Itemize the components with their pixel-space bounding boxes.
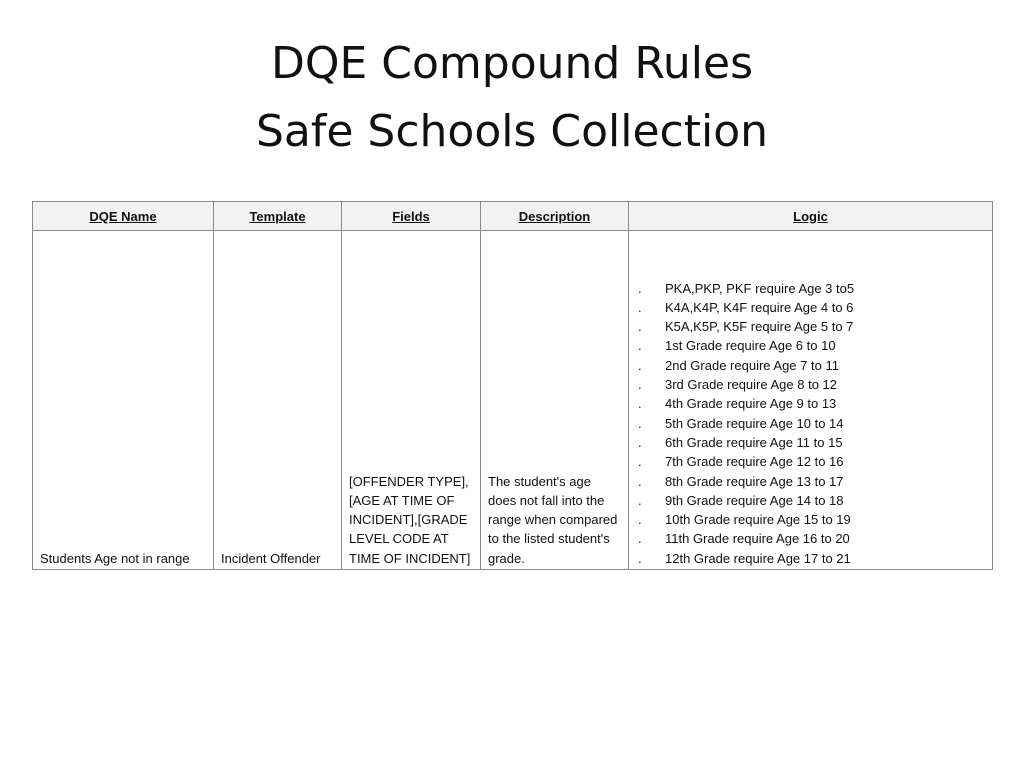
cell-template: Incident Offender [214, 231, 342, 570]
list-item [636, 510, 985, 529]
cell-fields: [OFFENDER TYPE],[AGE AT TIME OF INCIDENT],[GRADE LEVEL CODE AT TIME OF INCIDENT] [342, 231, 481, 570]
bullet-marker: . [638, 550, 642, 566]
bullet-marker: . [638, 454, 642, 470]
list-item [636, 356, 985, 375]
logic-rule-text: 11th Grade require Age 16 to 20 [665, 531, 850, 547]
logic-rule-text: 1st Grade require Age 6 to 10 [665, 338, 836, 354]
bullet-marker: . [638, 338, 642, 354]
logic-rule-text: 7th Grade require Age 12 to 16 [665, 454, 844, 470]
logic-rule-text: K5A,K5P, K5F require Age 5 to 7 [665, 319, 854, 335]
list-item [636, 298, 985, 317]
logic-rule-text: 8th Grade require Age 13 to 17 [665, 473, 844, 489]
dqe-rules-table [32, 201, 993, 570]
slide-title-line-2: Safe Schools Collection [255, 106, 769, 157]
list-item [636, 279, 985, 298]
list-item [636, 414, 985, 433]
logic-rule-text: 4th Grade require Age 9 to 13 [665, 396, 837, 412]
logic-rule-text: 10th Grade require Age 15 to 19 [665, 512, 851, 528]
header-description: Description [481, 202, 629, 231]
cell-dqe-name: Students Age not in range [33, 231, 214, 570]
bullet-marker: . [638, 396, 642, 412]
bullet-marker: . [638, 531, 642, 547]
list-item [636, 317, 985, 336]
cell-logic [629, 231, 993, 570]
list-item [636, 375, 985, 394]
logic-rule-text: 9th Grade require Age 14 to 18 [665, 492, 844, 508]
bullet-marker: . [638, 280, 642, 296]
bullet-marker: . [638, 415, 642, 431]
table-header-row [33, 202, 993, 231]
list-item [636, 472, 985, 491]
logic-rule-text: K4A,K4P, K4F require Age 4 to 6 [665, 299, 854, 315]
bullet-marker: . [638, 357, 642, 373]
slide-title-line-1: DQE Compound Rules [270, 38, 754, 89]
logic-rule-text: 12th Grade require Age 17 to 21 [665, 550, 851, 566]
cell-description: The student's age does not fall into the range when compared to the listed student's grade. [481, 231, 629, 570]
list-item [636, 394, 985, 413]
logic-rule-text: 2nd Grade require Age 7 to 11 [665, 357, 839, 373]
list-item [636, 549, 985, 568]
bullet-marker: . [638, 299, 642, 315]
logic-rule-text: 5th Grade require Age 10 to 14 [665, 415, 844, 431]
bullet-marker: . [638, 512, 642, 528]
logic-rule-text: 6th Grade require Age 11 to 15 [665, 434, 843, 450]
list-item [636, 433, 985, 452]
bullet-marker: . [638, 377, 642, 393]
table-row [33, 231, 993, 570]
bullet-marker: . [638, 473, 642, 489]
bullet-marker: . [638, 319, 642, 335]
logic-rule-text: PKA,PKP, PKF require Age 3 to5 [665, 280, 855, 296]
logic-list [636, 279, 985, 568]
bullet-marker: . [638, 492, 642, 508]
header-logic: Logic [629, 202, 993, 231]
slide-title [0, 30, 1024, 166]
logic-rule-text: 3rd Grade require Age 8 to 12 [665, 377, 838, 393]
bullet-marker: . [638, 434, 642, 450]
header-dqe-name: DQE Name [33, 202, 214, 231]
list-item [636, 491, 985, 510]
list-item [636, 452, 985, 471]
header-template: Template [214, 202, 342, 231]
list-item [636, 529, 985, 548]
list-item [636, 336, 985, 355]
header-fields: Fields [342, 202, 481, 231]
